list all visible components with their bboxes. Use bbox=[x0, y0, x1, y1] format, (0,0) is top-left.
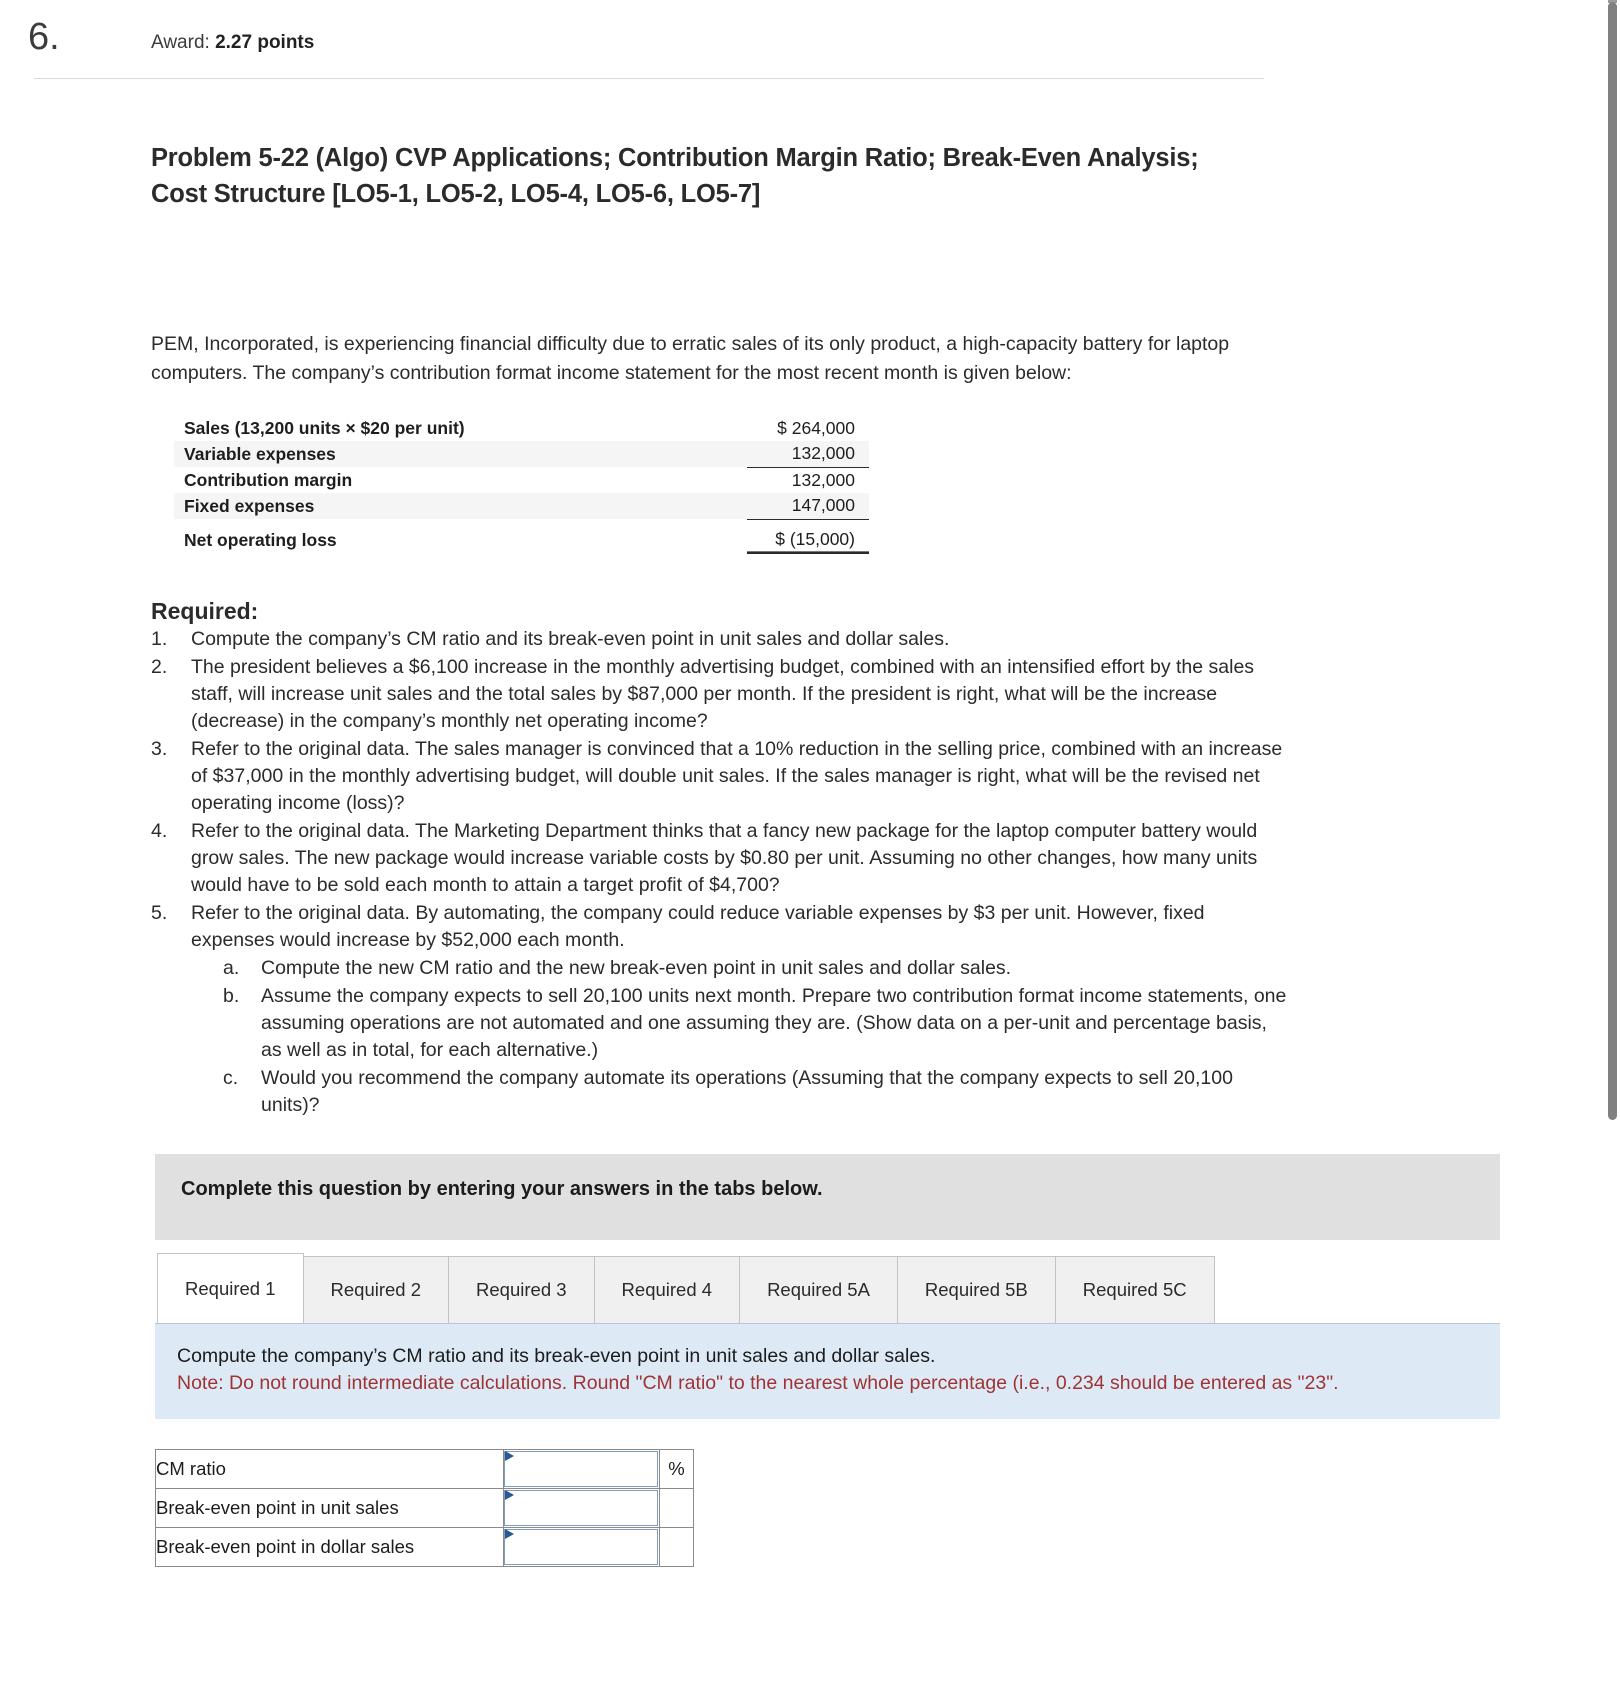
list-item bbox=[151, 900, 1291, 1119]
cm-ratio-input[interactable] bbox=[504, 1451, 658, 1487]
tab-required-4[interactable] bbox=[594, 1256, 741, 1323]
tab-label: Required 1 bbox=[185, 1277, 276, 1299]
award-label: Award: bbox=[151, 32, 210, 53]
tab-label: Required 2 bbox=[330, 1279, 422, 1300]
row-spacer bbox=[572, 467, 747, 493]
cm-ratio-input-cell[interactable] bbox=[504, 1450, 660, 1489]
list-item bbox=[151, 654, 1291, 735]
header-divider bbox=[34, 78, 1264, 79]
list-marker: c. bbox=[223, 1066, 239, 1089]
scrollbar-thumb[interactable] bbox=[1608, 2, 1617, 1120]
table-row bbox=[174, 467, 869, 493]
table-row bbox=[174, 527, 869, 553]
list-item bbox=[151, 818, 1291, 899]
breakeven-units-input-cell[interactable] bbox=[504, 1489, 660, 1528]
list-marker: a. bbox=[223, 956, 240, 979]
list-item bbox=[223, 955, 1291, 982]
question-content bbox=[151, 140, 1291, 1119]
list-item-text: Refer to the original data. By automating, the company could reduce variable expenses by $3 per unit. However, fixed expenses would increase by $52,000 each month. bbox=[191, 901, 1205, 951]
list-marker: 2. bbox=[151, 655, 168, 678]
vertical-scrollbar[interactable] bbox=[1604, 0, 1620, 1691]
list-item bbox=[223, 983, 1291, 1064]
list-item bbox=[151, 736, 1291, 817]
instructions-banner bbox=[155, 1154, 1500, 1240]
list-item bbox=[151, 626, 1291, 653]
row-spacer bbox=[572, 415, 747, 441]
tab-required-5b[interactable] bbox=[897, 1256, 1056, 1323]
tab-label: Required 5A bbox=[767, 1279, 870, 1300]
list-item-text: Refer to the original data. The sales manager is convinced that a 10% reduction in the selling price, combined with an increase of $37,000 in the monthly advertising budget, will double unit sales. If the sales manager is right, what will be the revised net operating income (loss)? bbox=[191, 737, 1283, 814]
row-label: Sales (13,200 units × $20 per unit) bbox=[184, 417, 465, 438]
table-row bbox=[156, 1489, 694, 1528]
tab-label: Required 3 bbox=[476, 1279, 567, 1300]
breakeven-dollars-input[interactable] bbox=[504, 1529, 658, 1565]
row-value: 147,000 bbox=[747, 493, 869, 519]
gap-cell bbox=[572, 519, 747, 527]
instructions-banner-text: Complete this question by entering your answers in the tabs below. bbox=[181, 1178, 823, 1200]
row-value: 132,000 bbox=[747, 441, 869, 467]
tab-required-3[interactable] bbox=[448, 1256, 595, 1323]
row-value: 132,000 bbox=[791, 469, 855, 490]
answer-row-unit: % bbox=[660, 1450, 694, 1489]
award-text bbox=[151, 32, 314, 54]
answer-row-label: CM ratio bbox=[156, 1450, 504, 1489]
list-item-text: Would you recommend the company automate its operations (Assuming that the company expects to sell 20,100 units)? bbox=[261, 1066, 1233, 1116]
gap-cell bbox=[747, 519, 869, 527]
table-gap-row bbox=[174, 519, 869, 527]
input-marker-triangle-icon bbox=[505, 1529, 514, 1539]
answer-row-label: Break-even point in dollar sales bbox=[156, 1528, 504, 1567]
input-marker-triangle-icon bbox=[505, 1490, 514, 1500]
required-tabs bbox=[157, 1253, 1214, 1323]
row-value: $ 264,000 bbox=[777, 417, 855, 438]
tab-required-2[interactable] bbox=[303, 1256, 450, 1323]
income-statement-table bbox=[174, 415, 869, 554]
breakeven-units-input[interactable] bbox=[504, 1490, 658, 1526]
row-value: $ (15,000) bbox=[747, 527, 869, 553]
answer-row-unit bbox=[660, 1489, 694, 1528]
answer-table bbox=[155, 1449, 694, 1567]
row-label: Contribution margin bbox=[184, 469, 353, 490]
required-sublist bbox=[191, 955, 1291, 1119]
tab-required-1[interactable] bbox=[157, 1253, 304, 1323]
list-item bbox=[223, 1065, 1291, 1119]
list-item-text: Compute the new CM ratio and the new break-even point in unit sales and dollar sales. bbox=[261, 956, 1012, 979]
question-number: 6. bbox=[28, 16, 60, 58]
row-label: Fixed expenses bbox=[174, 493, 572, 519]
tab-note: Note: Do not round intermediate calculations. Round "CM ratio" to the nearest whole percentage (i.e., 0.234 should be entered as "23". bbox=[177, 1372, 1339, 1394]
table-row bbox=[156, 1528, 694, 1567]
list-marker: b. bbox=[223, 984, 240, 1007]
tab-label: Required 4 bbox=[621, 1279, 713, 1300]
row-label: Variable expenses bbox=[174, 441, 572, 467]
tab-label: Required 5C bbox=[1082, 1279, 1187, 1300]
tab-required-5c[interactable] bbox=[1055, 1256, 1215, 1323]
required-list bbox=[151, 626, 1291, 1119]
list-marker: 5. bbox=[151, 901, 168, 924]
list-item-text: The president believes a $6,100 increase in the monthly advertising budget, combined with an intensified effort by the sales staff, will increase unit sales and the total sales by $87,000 per month. If the president is right, what will be the increase (decrease) in the company’s monthly net operating income? bbox=[191, 655, 1255, 732]
row-spacer bbox=[572, 493, 747, 519]
page-title: Problem 5-22 (Algo) CVP Applications; Contribution Margin Ratio; Break-Even Analysis; Cost Structure [LO5-1, LO5-2, LO5-4, LO5-6, LO5-7] bbox=[151, 144, 1199, 208]
answer-row-unit bbox=[660, 1528, 694, 1567]
tab-prompt: Compute the company’s CM ratio and its break-even point in unit sales and dollar sales. bbox=[177, 1345, 936, 1367]
tab-instruction-panel bbox=[155, 1323, 1500, 1419]
row-label: Net operating loss bbox=[184, 529, 337, 550]
required-heading: Required: bbox=[151, 597, 259, 624]
list-item-text: Compute the company’s CM ratio and its break-even point in unit sales and dollar sales. bbox=[191, 627, 950, 650]
table-row bbox=[156, 1450, 694, 1489]
table-row bbox=[174, 415, 869, 441]
table-row bbox=[174, 441, 869, 467]
row-spacer bbox=[572, 441, 747, 467]
problem-intro: PEM, Incorporated, is experiencing financial difficulty due to erratic sales of its only product, a high-capacity battery for laptop computers. The company’s contribution format income statement for the most recent month is given below: bbox=[151, 333, 1230, 384]
list-marker: 4. bbox=[151, 819, 168, 842]
gap-cell bbox=[174, 519, 572, 527]
input-marker-triangle-icon bbox=[505, 1451, 514, 1461]
row-spacer bbox=[572, 527, 747, 553]
list-marker: 3. bbox=[151, 737, 168, 760]
breakeven-dollars-input-cell[interactable] bbox=[504, 1528, 660, 1567]
table-row bbox=[174, 493, 869, 519]
list-item-text: Refer to the original data. The Marketing Department thinks that a fancy new package for the laptop computer battery would grow sales. The new package would increase variable costs by $0.80 per unit. Assuming no other changes, how many units would have to be sold each month to attain a target profit of $4,700? bbox=[191, 819, 1258, 896]
award-points: 2.27 points bbox=[215, 32, 315, 53]
tab-required-5a[interactable] bbox=[739, 1256, 898, 1323]
answer-row-label: Break-even point in unit sales bbox=[156, 1489, 504, 1528]
tab-label: Required 5B bbox=[924, 1279, 1028, 1300]
list-marker: 1. bbox=[151, 627, 168, 650]
list-item-text: Assume the company expects to sell 20,100 units next month. Prepare two contribution format income statements, one assuming operations are not automated and one assuming they are. (Show data on a per-unit and percentage basis, as well as in total, for each alternative.) bbox=[261, 984, 1287, 1061]
